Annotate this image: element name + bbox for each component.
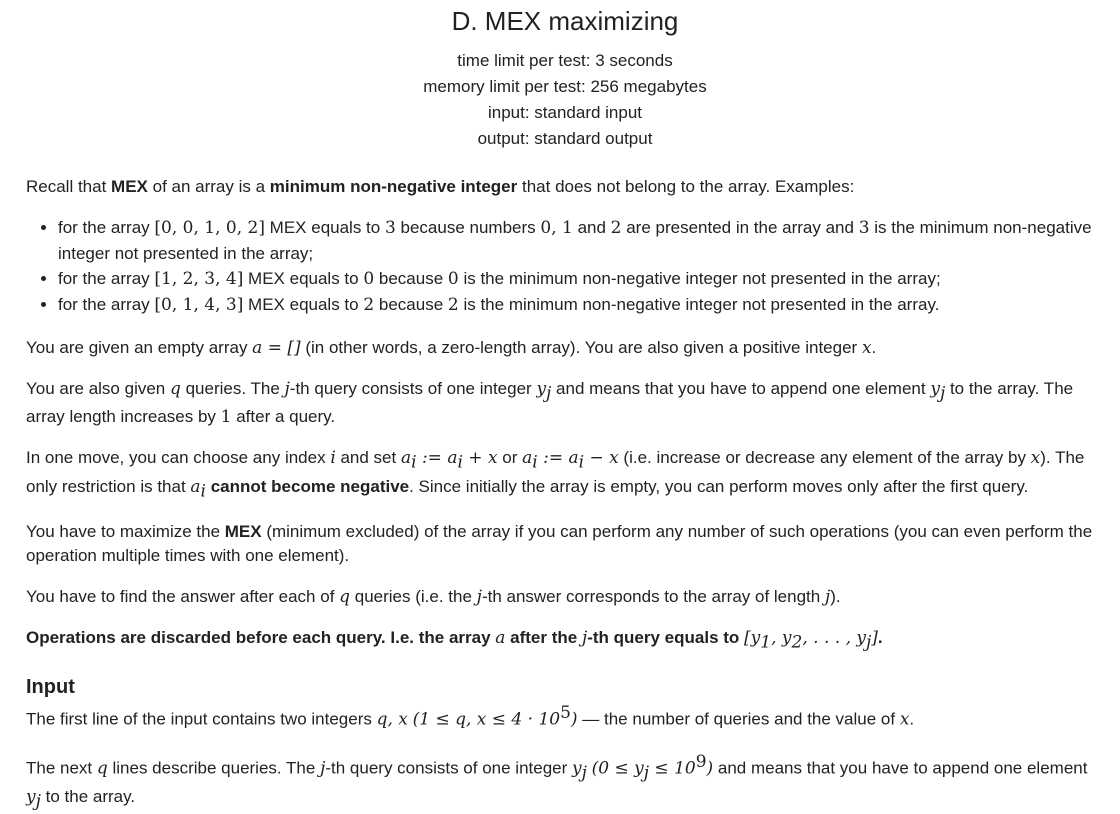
example-item: • for the array [0, 1, 4, 3] MEX equals to 2 because 2 is the minimum non-negative integer not presented in the array. xyxy=(58,292,1104,318)
input-query-lines: The next q lines describe queries. The j-th query consists of one integer $y_j$ $(0 \le y_j \le 10^9)$ and means that you have to append one element $y_j$ to the array. xyxy=(26,752,1088,812)
statement-answers: You have to find the answer after each of q queries (i.e. the j-th answer corresponds to the array of length j). xyxy=(26,587,841,608)
statement-maximize: You have to maximize the MEX (minimum excluded) of the array if you can perform any number of such operations (you can even perform the operation multiple times with one element). xyxy=(26,522,1093,566)
statement-empty-array: You are given an empty array a = [] (in other words, a zero-length array). You are also given a positive integer x. xyxy=(26,338,877,358)
memory-limit: memory limit per test: 256 megabytes xyxy=(423,77,707,96)
problem-header xyxy=(26,0,1104,152)
statement-discard-note: Operations are discarded before each query. I.e. the array a after the j-th query equals to [$y_1$, $y_2$, . . . , $y_j$]. xyxy=(26,628,883,653)
statement-queries: You are also given q queries. The j-th query consists of one integer $y_j$ and means that you have to append one element $y_j$ to the array. The array length increases by 1 after a query. xyxy=(26,379,1074,428)
example-item: • for the array [1, 2, 3, 4] MEX equals to 0 because 0 is the minimum non-negative integer not presented in the array; xyxy=(58,266,1104,292)
statement-intro: Recall that MEX of an array is a minimum non-negative integer that does not belong to the array. Examples: xyxy=(26,177,855,196)
output-spec: output: standard output xyxy=(477,129,653,148)
input-first-line: The first line of the input contains two integers q, x (1 ≤ q, $x \le 4 \cdot 10^5$) — the number of queries and the value of x. xyxy=(26,702,915,730)
time-limit: time limit per test: 3 seconds xyxy=(457,51,673,70)
mex-examples-list xyxy=(26,215,1104,318)
statement-moves: In one move, you can choose any index i and set $a_i$ := $a_i + x$ or $a_i$ := $a_i - x$ (i.e. increase or decrease any element of the array by x). The only restriction is that $a_i$ cannot become negative. Since initially the array is empty, you can perform moves only after the first query. xyxy=(26,448,1085,502)
example-item: • for the array [0, 0, 1, 0, 2] MEX equals to 3 because numbers 0, 1 and 2 are presented in the array and 3 is the minimum non-negative integer not presented in the array; xyxy=(58,215,1104,266)
input-section-title: Input xyxy=(26,675,75,698)
input-spec: input: standard input xyxy=(487,103,643,122)
problem-title: D. MEX maximizing xyxy=(451,6,679,36)
